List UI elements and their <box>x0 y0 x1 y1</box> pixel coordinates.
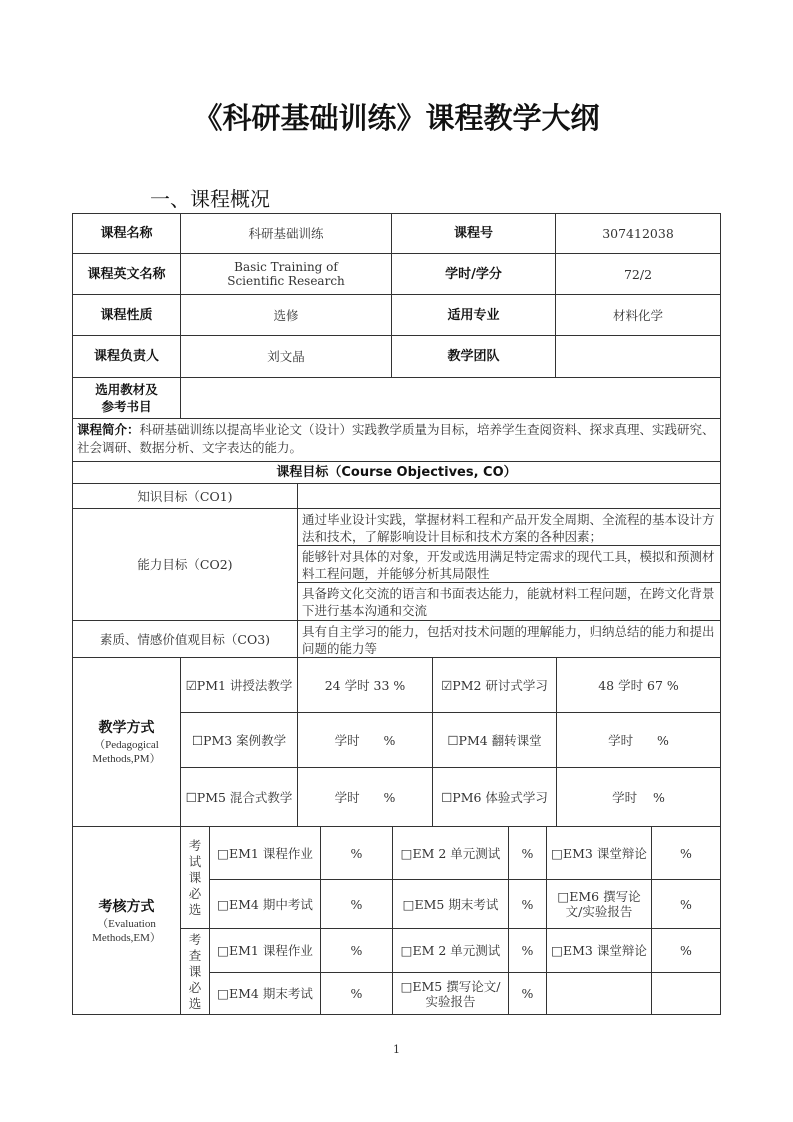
check-char: 考 <box>188 931 202 947</box>
course-intro-label: 课程简介： <box>77 422 140 437</box>
objectives-header: 课程目标（Course Objectives, CO） <box>72 461 721 484</box>
pm3-value: 学时 % <box>297 712 433 768</box>
major-value: 材料化学 <box>555 294 721 336</box>
pedagogy-sub1: （Pedagogical <box>94 739 159 751</box>
exam-char: 选 <box>188 901 202 917</box>
check-em4-method: □EM4 期末考试 <box>209 972 321 1015</box>
exam-em3-method: □EM3 课堂辩论 <box>546 826 652 880</box>
check-empty-method <box>546 972 652 1015</box>
document-title: 《科研基础训练》课程教学大纲 <box>193 101 600 135</box>
team-label: 教学团队 <box>391 335 556 378</box>
hours-credits-label: 学时/学分 <box>391 253 556 295</box>
pm2-value: 48 学时 67 % <box>556 657 721 713</box>
check-char: 查 <box>188 947 202 963</box>
co2-item-1: 通过毕业设计实践，掌握材料工程和产品开发全周期、全流程的基本设计方法和技术，了解影响设计目标和技术方案的各种因素； <box>297 508 721 546</box>
course-intro <box>72 418 721 462</box>
pm5-method: ☐PM5 混合式教学 <box>180 767 298 827</box>
check-em1-value: % <box>320 928 393 973</box>
nature-value: 选修 <box>180 294 392 336</box>
exam-em1-method: □EM1 课程作业 <box>209 826 321 880</box>
pedagogy-sub2: Methods,PM） <box>92 753 161 765</box>
exam-em5-method: □EM5 期末考试 <box>392 879 509 929</box>
course-no-label: 课程号 <box>391 213 556 254</box>
pm6-method: ☐PM6 体验式学习 <box>432 767 557 827</box>
exam-em2-method: □EM 2 单元测试 <box>392 826 509 880</box>
check-em5-method: □EM5 撰写论文/实验报告 <box>392 972 509 1015</box>
textbook-label-line2: 参考书目 <box>101 399 152 414</box>
check-em3-value: % <box>651 928 721 973</box>
course-name-value: 科研基础训练 <box>180 213 392 254</box>
co1-value <box>297 483 721 509</box>
pm3-method: ☐PM3 案例教学 <box>180 712 298 768</box>
exam-em6-value: % <box>651 879 721 929</box>
check-group-label <box>180 928 210 1015</box>
exam-char: 考 <box>188 837 202 853</box>
pedagogy-label <box>72 657 181 827</box>
hours-credits-value: 72/2 <box>555 253 721 295</box>
exam-em2-value: % <box>508 826 547 880</box>
textbook-value <box>180 377 721 419</box>
check-char: 课 <box>188 963 202 979</box>
exam-em3-value: % <box>651 826 721 880</box>
co3-value: 具有自主学习的能力，包括对技术问题的理解能力，归纳总结的能力和提出问题的能力等 <box>297 620 721 658</box>
check-em2-value: % <box>508 928 547 973</box>
page-number: 1 <box>393 1043 400 1056</box>
team-value <box>555 335 721 378</box>
english-name-label: 课程英文名称 <box>72 253 181 295</box>
evaluation-sub2: Methods,EM） <box>92 931 161 944</box>
leader-value: 刘文晶 <box>180 335 392 378</box>
leader-label: 课程负责人 <box>72 335 181 378</box>
english-name-value: Basic Training of Scientific Research <box>180 253 392 295</box>
exam-em1-value: % <box>320 826 393 880</box>
exam-em6-method: □EM6 撰写论文/实验报告 <box>546 879 652 929</box>
exam-em5-value: % <box>508 879 547 929</box>
check-em2-method: □EM 2 单元测试 <box>392 928 509 973</box>
evaluation-sub1: （Evaluation <box>97 917 156 930</box>
co1-label: 知识目标（CO1) <box>72 483 298 509</box>
evaluation-label <box>72 826 181 1015</box>
exam-em4-value: % <box>320 879 393 929</box>
exam-char: 必 <box>188 885 202 901</box>
pm1-method: ☑PM1 讲授法教学 <box>180 657 298 713</box>
exam-char: 课 <box>188 869 202 885</box>
exam-em4-method: □EM4 期中考试 <box>209 879 321 929</box>
pm1-value: 24 学时 33 % <box>297 657 433 713</box>
pm6-value: 学时 % <box>556 767 721 827</box>
textbook-label-line1: 选用教材及 <box>95 382 158 397</box>
nature-label: 课程性质 <box>72 294 181 336</box>
check-char: 选 <box>188 995 202 1011</box>
exam-char: 试 <box>188 853 202 869</box>
check-em5-value: % <box>508 972 547 1015</box>
course-intro-text: 科研基础训练以提高毕业论文（设计）实践教学质量为目标，培养学生查阅资料、探求真理、实践研究、社会调研、数据分析、文字表达的能力。 <box>77 422 715 455</box>
pm4-value: 学时 % <box>556 712 721 768</box>
check-em1-method: □EM1 课程作业 <box>209 928 321 973</box>
check-em4-value: % <box>320 972 393 1015</box>
check-char: 必 <box>188 979 202 995</box>
pm4-method: ☐PM4 翻转课堂 <box>432 712 557 768</box>
co2-label: 能力目标（CO2) <box>72 508 298 621</box>
major-label: 适用专业 <box>391 294 556 336</box>
pm5-value: 学时 % <box>297 767 433 827</box>
co3-label: 素质、情感价值观目标（CO3) <box>72 620 298 658</box>
check-empty-value <box>651 972 721 1015</box>
check-em3-method: □EM3 课堂辩论 <box>546 928 652 973</box>
textbook-label <box>72 377 181 419</box>
pedagogy-title: 教学方式 <box>98 720 155 736</box>
section-heading: 一、课程概况 <box>150 187 270 211</box>
pm2-method: ☑PM2 研讨式学习 <box>432 657 557 713</box>
course-name-label: 课程名称 <box>72 213 181 254</box>
co2-item-2: 能够针对具体的对象，开发或选用满足特定需求的现代工具，模拟和预测材料工程问题，并能够分析其局限性 <box>297 545 721 583</box>
exam-group-label <box>180 826 210 929</box>
evaluation-title: 考核方式 <box>98 898 155 915</box>
course-no-value: 307412038 <box>555 213 721 254</box>
co2-item-3: 具备跨文化交流的语言和书面表达能力，能就材料工程问题，在跨文化背景下进行基本沟通和交流 <box>297 582 721 621</box>
